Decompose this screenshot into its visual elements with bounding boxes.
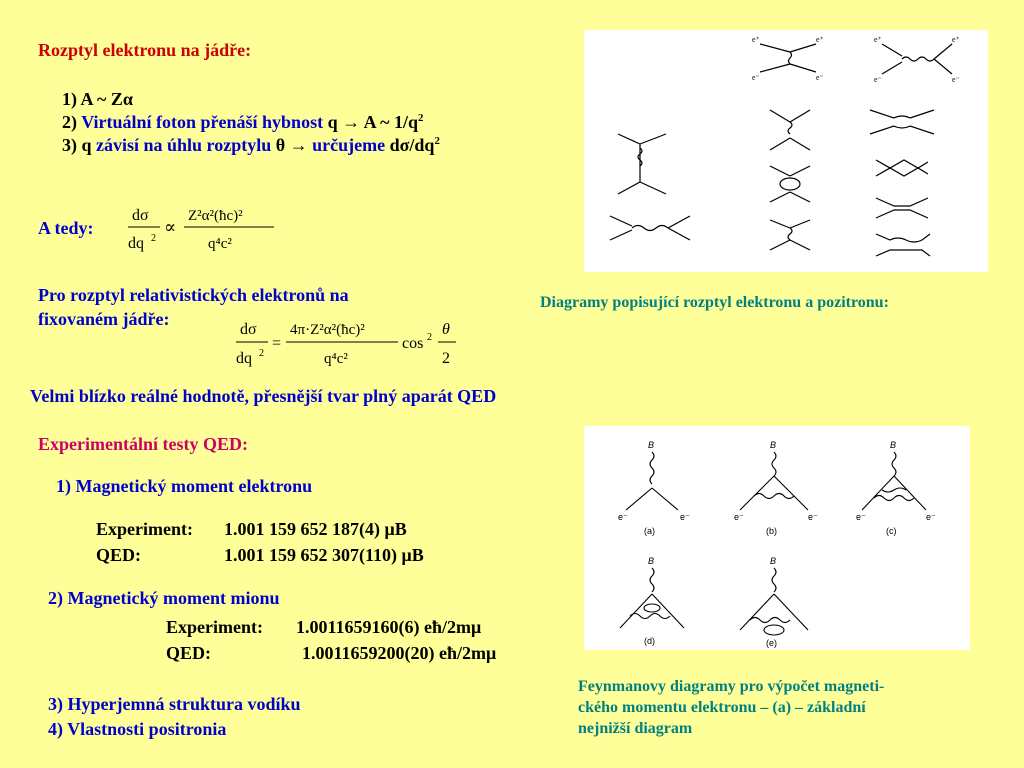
formula2-cos-sup: 2 (427, 332, 432, 343)
scattering-diagrams-figure (584, 30, 988, 272)
formula2-eq: = (272, 335, 282, 352)
label-b: (b) (766, 526, 777, 536)
label-em-c1: e⁻ (856, 512, 866, 522)
formula-proportional (118, 198, 288, 258)
label-e-minus-1: e⁻ (752, 73, 760, 82)
label-em-b2: e⁻ (808, 512, 818, 522)
caption-magnetic (578, 676, 884, 739)
label-e-plus-1: e⁺ (752, 35, 760, 44)
rule-2: 2) Virtuální foton přenáší hybnost q → A ~ $1/q^2$ (62, 112, 424, 132)
label-a: (a) (644, 526, 655, 536)
formula2-two: 2 (442, 350, 450, 367)
qed1-label: QED: (96, 545, 141, 565)
exp-values-muon (166, 614, 496, 666)
label-e-plus-3: e⁺ (874, 35, 882, 44)
a-tedy-label: A tedy: (38, 218, 94, 238)
rules-list (62, 88, 440, 157)
rule-1: 1) A ~ Zα (62, 89, 133, 109)
label-d: (d) (644, 636, 655, 646)
page-title: Rozptyl elektronu na jádře: (38, 40, 252, 60)
rule-3: 3) q závisí na úhlu rozptylu θ → určujeme $d\sigma/dq^2$ (62, 135, 440, 155)
label-e-plus-4: e⁺ (952, 35, 960, 44)
formula1-lhs-den: dq (128, 235, 144, 252)
formula2-lhs-den: dq (236, 350, 252, 367)
formula-relativistic (228, 312, 468, 374)
exp-item-2: 2) Magnetický moment mionu (48, 588, 280, 608)
exp1-value: 1.001 159 652 187(4) μB (224, 519, 407, 539)
label-em-a1: e⁻ (618, 512, 628, 522)
qed2-label: QED: (166, 643, 211, 663)
label-e-plus-2: e⁺ (816, 35, 824, 44)
formula1-lhs-num: dσ (132, 207, 149, 224)
formula2-lhs-num: dσ (240, 321, 257, 338)
formula2-rhs-num: 4π·Z²α²(ħc)² (290, 322, 365, 338)
magnetic-moment-diagrams-figure (584, 426, 970, 650)
label-c: (c) (886, 526, 897, 536)
label-B-d: B (648, 556, 655, 566)
experimental-heading: Experimentální testy QED: (38, 434, 248, 454)
label-e-minus-2: e⁻ (816, 73, 824, 82)
formula1-prop: ∝ (164, 217, 177, 238)
exp2-label: Experiment: (166, 617, 263, 637)
relativistic-line1: Pro rozptyl relativistických elektronů na (38, 285, 349, 305)
label-B-e: B (770, 556, 777, 566)
exp-item-1: 1) Magnetický moment elektronu (56, 476, 313, 496)
exp1-label: Experiment: (96, 519, 193, 539)
formula2-cos: cos (402, 335, 424, 352)
caption-magnetic-line1: Feynmanovy diagramy pro výpočet magneti- (578, 678, 885, 695)
formula1-rhs-den: q⁴c² (208, 236, 232, 252)
exp-values-electron (96, 516, 424, 568)
formula1-rhs-num: Z²α²(ħc)² (188, 208, 243, 224)
exp-item-4: 4) Vlastnosti positronia (48, 719, 227, 739)
label-B-b: B (770, 440, 777, 450)
caption-scattering: Diagramy popisující rozptyl elektronu a pozitronu: (540, 294, 889, 311)
label-em-b1: e⁻ (734, 512, 744, 522)
qed1-value: 1.001 159 652 307(110) μB (224, 545, 424, 565)
qed2-value: 1.0011659200(20) eħ/2mμ (302, 643, 497, 663)
exp2-value: 1.0011659160(6) eħ/2mμ (296, 617, 482, 637)
label-em-a2: e⁻ (680, 512, 690, 522)
label-e-minus-3: e⁻ (874, 75, 882, 84)
label-e: (e) (766, 638, 777, 648)
caption-magnetic-line3: nejnižší diagram (578, 720, 693, 737)
formula1-lhs-den-sup: 2 (151, 233, 156, 244)
formula2-lhs-den-sup: 2 (259, 348, 264, 359)
label-B-a: B (648, 440, 655, 450)
formula2-theta: θ (442, 321, 450, 338)
relativistic-line2: fixovaném jádře: (38, 309, 170, 329)
label-e-minus-4: e⁻ (952, 75, 960, 84)
exp-item-3: 3) Hyperjemná struktura vodíku (48, 694, 301, 714)
exp-items-3-4 (48, 692, 301, 742)
qed-note: Velmi blízko reálné hodnotě, přesnější tvar plný aparát QED (30, 386, 497, 406)
label-B-c: B (890, 440, 897, 450)
caption-magnetic-line2: ckého momentu elektronu – (a) – základní (578, 699, 866, 716)
formula2-rhs-den: q⁴c² (324, 351, 348, 367)
label-em-c2: e⁻ (926, 512, 936, 522)
